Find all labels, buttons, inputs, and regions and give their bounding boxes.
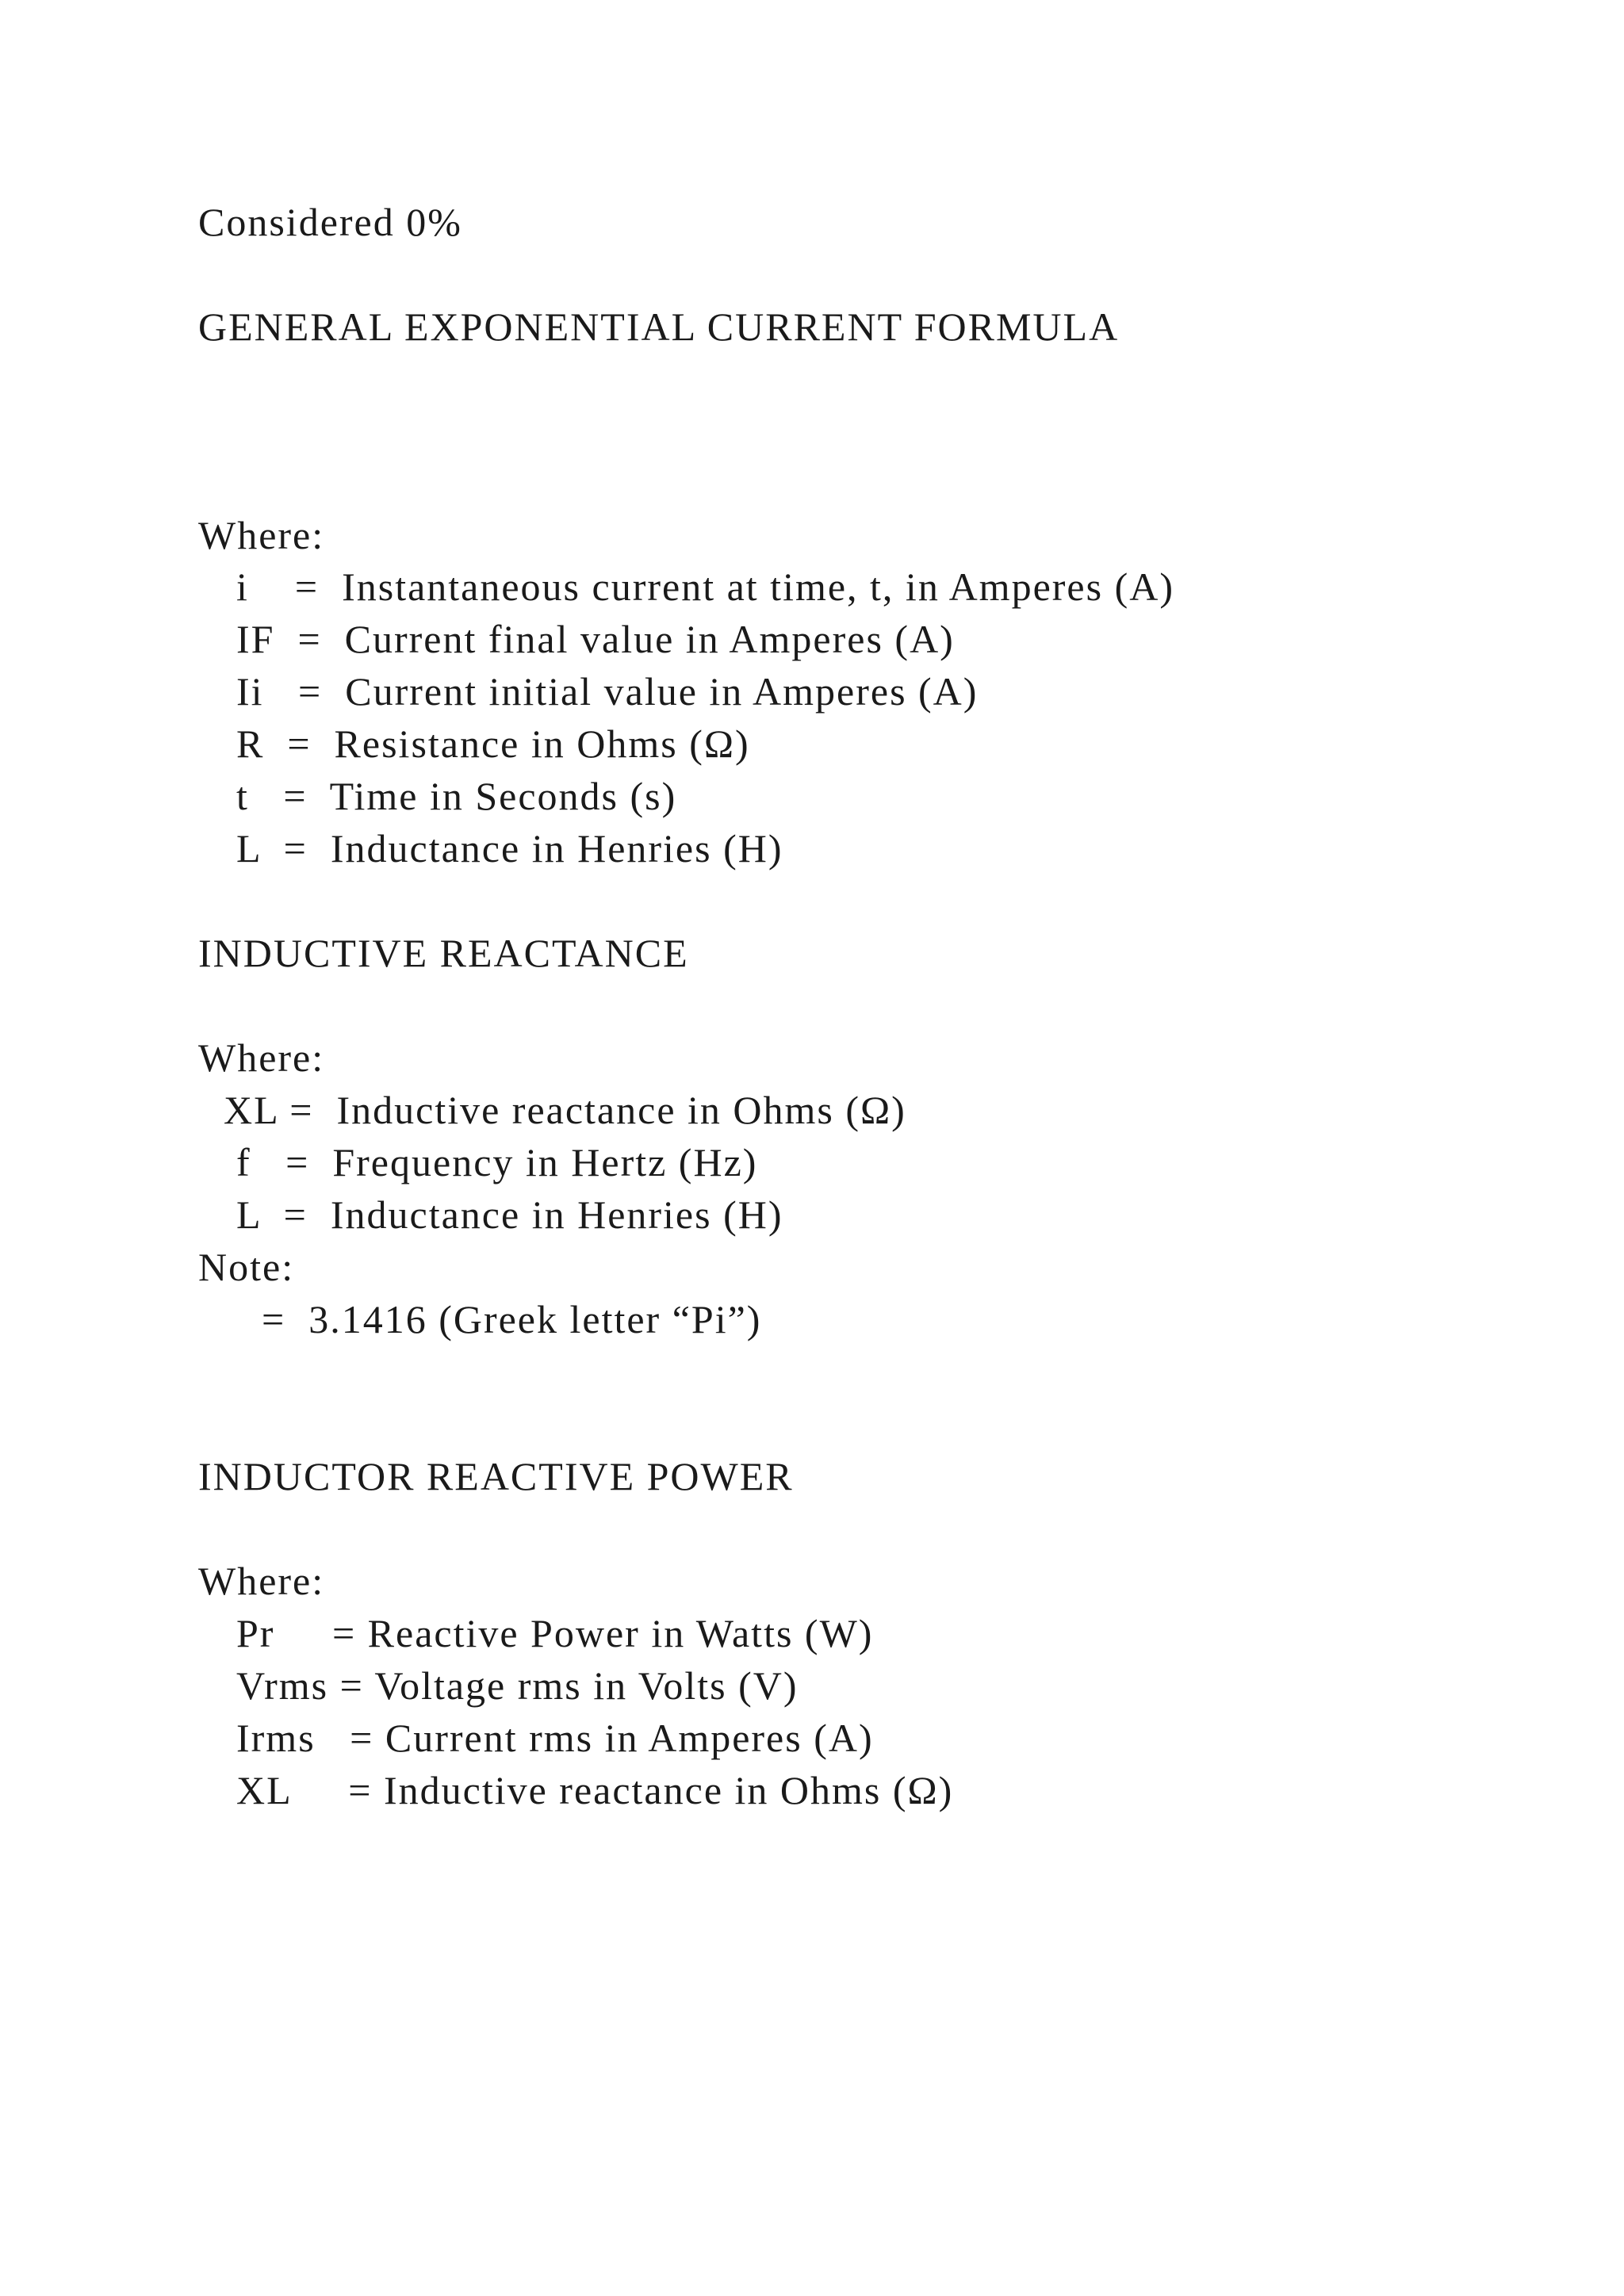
definition-ii: Ii = Current initial value in Amperes (A) xyxy=(236,669,979,714)
section-title-reactive-power: INDUCTOR REACTIVE POWER xyxy=(198,1454,794,1498)
definition-i: i = Instantaneous current at time, t, in Amperes (A) xyxy=(236,564,1174,609)
definition-xl-power: XL = Inductive reactance in Ohms (Ω) xyxy=(236,1768,954,1812)
definition-l: L = Inductance in Henries (H) xyxy=(236,826,783,871)
considered-score: Considered 0% xyxy=(198,200,462,244)
definition-if: IF = Current final value in Amperes (A) xyxy=(236,617,955,661)
definition-vrms: Vrms = Voltage rms in Volts (V) xyxy=(236,1663,799,1708)
definition-irms: Irms = Current rms in Amperes (A) xyxy=(236,1716,874,1760)
definition-f: f = Frequency in Hertz (Hz) xyxy=(236,1140,758,1184)
section-title-inductive-reactance: INDUCTIVE REACTANCE xyxy=(198,931,689,975)
note-pi-value: = 3.1416 (Greek letter “Pi”) xyxy=(262,1297,762,1341)
where-label: Where: xyxy=(198,513,325,557)
definition-pr: Pr = Reactive Power in Watts (W) xyxy=(236,1611,874,1655)
definition-r: R = Resistance in Ohms (Ω) xyxy=(236,721,750,766)
note-label: Note: xyxy=(198,1245,295,1289)
section-title-exponential-current: GENERAL EXPONENTIAL CURRENT FORMULA xyxy=(198,304,1120,349)
definition-xl: XL = Inductive reactance in Ohms (Ω) xyxy=(224,1088,906,1132)
where-label: Where: xyxy=(198,1559,325,1603)
definition-t: t = Time in Seconds (s) xyxy=(236,774,677,818)
where-label: Where: xyxy=(198,1035,325,1080)
definition-l: L = Inductance in Henries (H) xyxy=(236,1192,783,1237)
